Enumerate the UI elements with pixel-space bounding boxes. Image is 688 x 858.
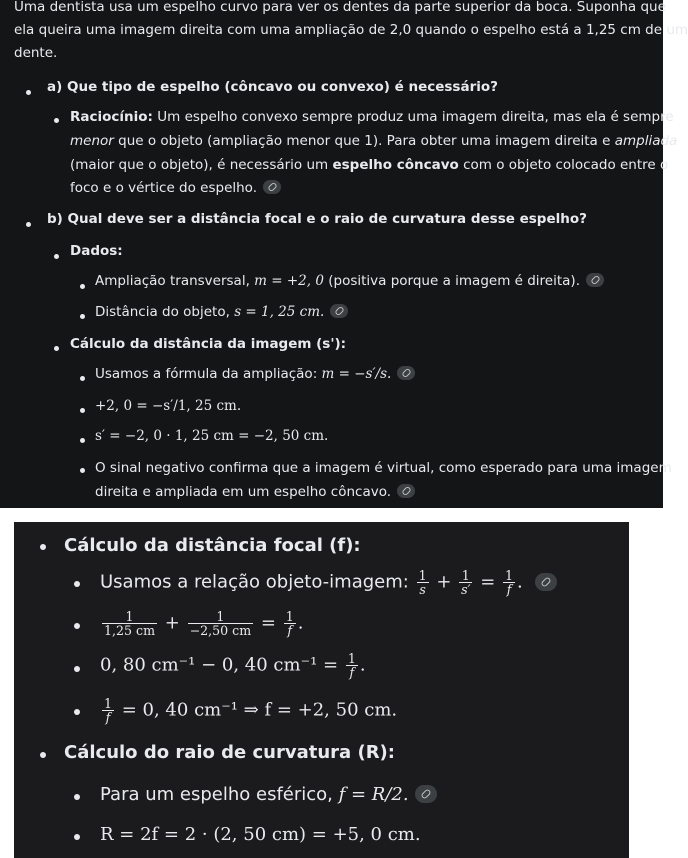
reasoning-line-3: (maior que o objeto), é necessário um espelho côncavo com o objeto colocado entre o <box>70 157 669 173</box>
bullet <box>80 468 85 473</box>
data-magnification: Ampliação transversal, m = +2, 0 (positiva porque a imagem é direita). <box>95 270 604 293</box>
question-a-title: a) Que tipo de espelho (côncavo ou convexo) é necessário? <box>47 79 498 95</box>
radius-step-2: R = 2f = 2 · (2, 50 cm) = +5, 0 cm. <box>100 824 421 845</box>
image-distance-title: Cálculo da distância da imagem (s'): <box>70 336 347 352</box>
bullet <box>80 284 85 289</box>
focal-step-2: $\frac{1}{1,25 cm}$ + $\frac{1}{-2,50 cm}$ = $\frac{1}{f}$ . <box>104 609 304 639</box>
bullet <box>74 709 80 715</box>
link-icon[interactable] <box>330 304 348 318</box>
bullet <box>80 408 85 413</box>
link-icon[interactable] <box>263 180 281 194</box>
bottom-screenshot-panel <box>14 522 629 858</box>
bullet <box>26 222 31 227</box>
image-step-3: s′ = −2, 0 · 1, 25 cm = −2, 50 cm. <box>95 428 329 444</box>
focal-step-1: Usamos a relação objeto-imagem: $\frac{1}{s}$ + $\frac{1}{s'}$ = $\frac{1}{f}$ . <box>100 569 557 596</box>
image-step-4-line-1: O sinal negativo confirma que a imagem é virtual, como esperado para uma imagem <box>95 460 672 476</box>
radius-step-1: Para um espelho esférico, f = R/2. <box>100 782 437 808</box>
focal-step-4: $\frac{1}{f}$ = 0, 40 cm⁻¹ ⇒ f = +2, 50 cm. <box>104 696 398 726</box>
bullet <box>54 118 59 123</box>
link-icon[interactable] <box>535 573 557 591</box>
bullet <box>80 314 85 319</box>
link-icon[interactable] <box>415 785 437 803</box>
bullet <box>54 254 59 259</box>
bullet <box>74 623 80 629</box>
bullet <box>74 834 80 840</box>
reasoning-line-4: foco e o vértice do espelho. <box>70 177 281 200</box>
bullet <box>74 794 80 800</box>
bullet <box>40 752 46 758</box>
image-step-4-line-2: direita e ampliada em um espelho côncavo. <box>95 481 415 504</box>
bullet <box>80 438 85 443</box>
bullet <box>74 666 80 672</box>
image-step-2: +2, 0 = −s′/1, 25 cm. <box>95 398 242 414</box>
focal-title: Cálculo da distância focal (f): <box>64 535 361 556</box>
question-b-title: b) Qual deve ser a distância focal e o raio de curvatura desse espelho? <box>47 211 587 227</box>
focal-step-3: 0, 80 cm⁻¹ − 0, 40 cm⁻¹ = $\frac{1}{f}$ . <box>100 651 366 681</box>
bullet <box>54 346 59 351</box>
bullet <box>74 581 80 587</box>
link-icon[interactable] <box>397 366 415 380</box>
bullet <box>80 376 85 381</box>
screenshot-separator <box>0 508 663 522</box>
radius-title: Cálculo do raio de curvatura (R): <box>64 742 395 763</box>
intro-line-2: ela queira uma imagem direita com uma ampliação de 2,0 quando o espelho está a 1,25 cm de um <box>14 22 688 38</box>
bullet <box>26 90 31 95</box>
dados-label: Dados: <box>70 243 123 259</box>
data-object-distance: Distância do objeto, s = 1, 25 cm. <box>95 301 348 324</box>
reasoning-line-1: Raciocínio: Um espelho convexo sempre produz uma imagem direita, mas ela é sempre <box>70 109 674 125</box>
bullet <box>40 544 46 550</box>
intro-line-1: Uma dentista usa um espelho curvo para ver os dentes da parte superior da boca. Suponha que <box>14 0 666 15</box>
reasoning-line-2: menor que o objeto (ampliação menor que 1). Para obter uma imagem direita e ampliada <box>70 133 678 149</box>
image-step-1: Usamos a fórmula da ampliação: m = −s′/s. <box>95 363 415 386</box>
link-icon[interactable] <box>397 484 415 498</box>
link-icon[interactable] <box>586 273 604 287</box>
intro-line-3: dente. <box>14 45 58 61</box>
